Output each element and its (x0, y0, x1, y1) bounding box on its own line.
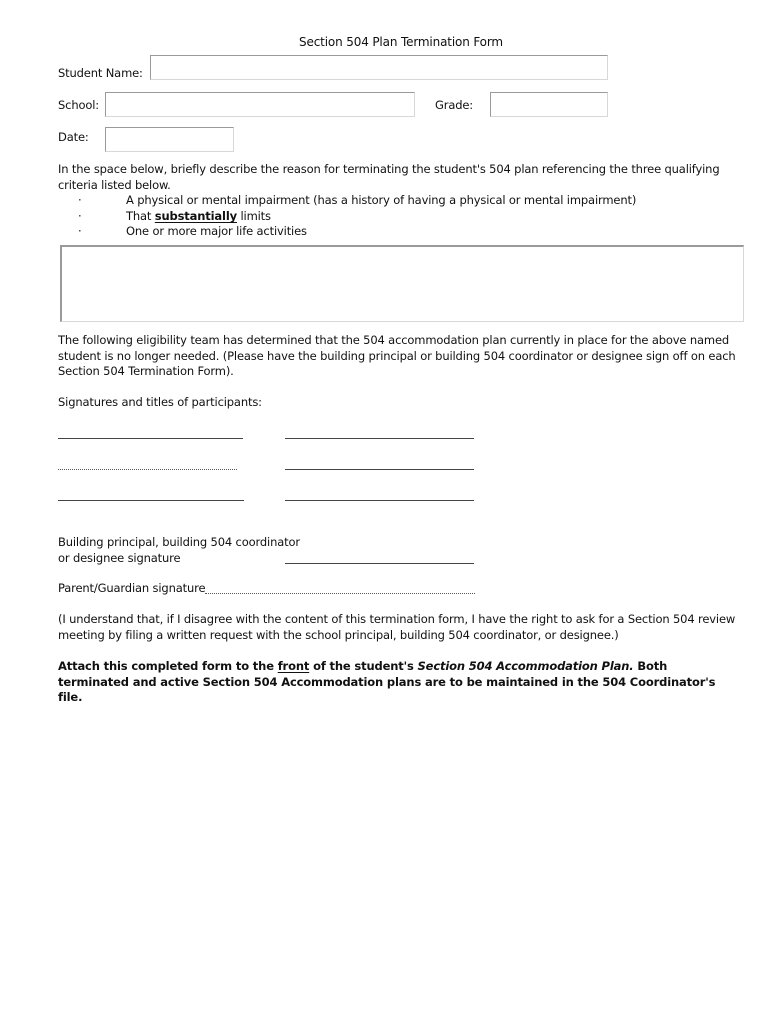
principal-signature-label: Building principal, building 504 coordinator or designee signature (58, 535, 300, 565)
student-name-label: Student Name: (58, 66, 143, 80)
signature-line[interactable] (58, 438, 243, 439)
grade-field[interactable] (490, 92, 608, 117)
signature-line[interactable] (285, 500, 474, 501)
school-field[interactable] (105, 92, 415, 117)
parent-signature-label: Parent/Guardian signature (58, 581, 206, 595)
criteria-item: A physical or mental impairment (has a history of having a physical or mental impairment) (126, 193, 637, 207)
grade-label: Grade: (435, 98, 474, 112)
principal-signature-line[interactable] (285, 563, 474, 564)
form-title: Section 504 Plan Termination Form (299, 35, 503, 49)
signature-line[interactable] (58, 469, 237, 470)
emphasis-text: substantially (154, 209, 237, 223)
bullet-marker: · (78, 193, 82, 207)
bullet-marker: · (78, 209, 82, 223)
student-name-field[interactable] (150, 55, 608, 80)
disagree-note: (I understand that, if I disagree with the content of this termination form, I have the right to ask for a Section 504 review meeting by filing a written request with the school principal, building 504 coordinator, or designee.) (58, 612, 736, 642)
criteria-item: That substantially limits (126, 209, 271, 223)
attach-instructions: Attach this completed form to the front of the student's Section 504 Accommodation Plan. Both terminated and active Section 504 Accommodation plans are to be maintained in the 504 Coordinator's file. (58, 659, 716, 704)
date-field[interactable] (105, 127, 234, 152)
eligibility-statement: The following eligibility team has determined that the 504 accommodation plan currently in place for the above named student is no longer needed. (Please have the building principal or building 504 coordinator or designee sign off on each Section 504 Termination Form). (58, 333, 736, 378)
signature-line[interactable] (285, 438, 474, 439)
signatures-label: Signatures and titles of participants: (58, 395, 262, 409)
school-label: School: (58, 98, 100, 112)
reason-textarea[interactable] (60, 245, 744, 322)
bullet-marker: · (78, 224, 82, 238)
signature-line[interactable] (58, 500, 244, 501)
date-label: Date: (58, 130, 89, 144)
signature-line[interactable] (285, 469, 474, 470)
reason-instructions: In the space below, briefly describe the reason for terminating the student's 504 plan referencing the three qualifying criteria listed below. (58, 162, 720, 192)
parent-signature-line[interactable] (205, 593, 475, 594)
criteria-item: One or more major life activities (126, 224, 307, 238)
